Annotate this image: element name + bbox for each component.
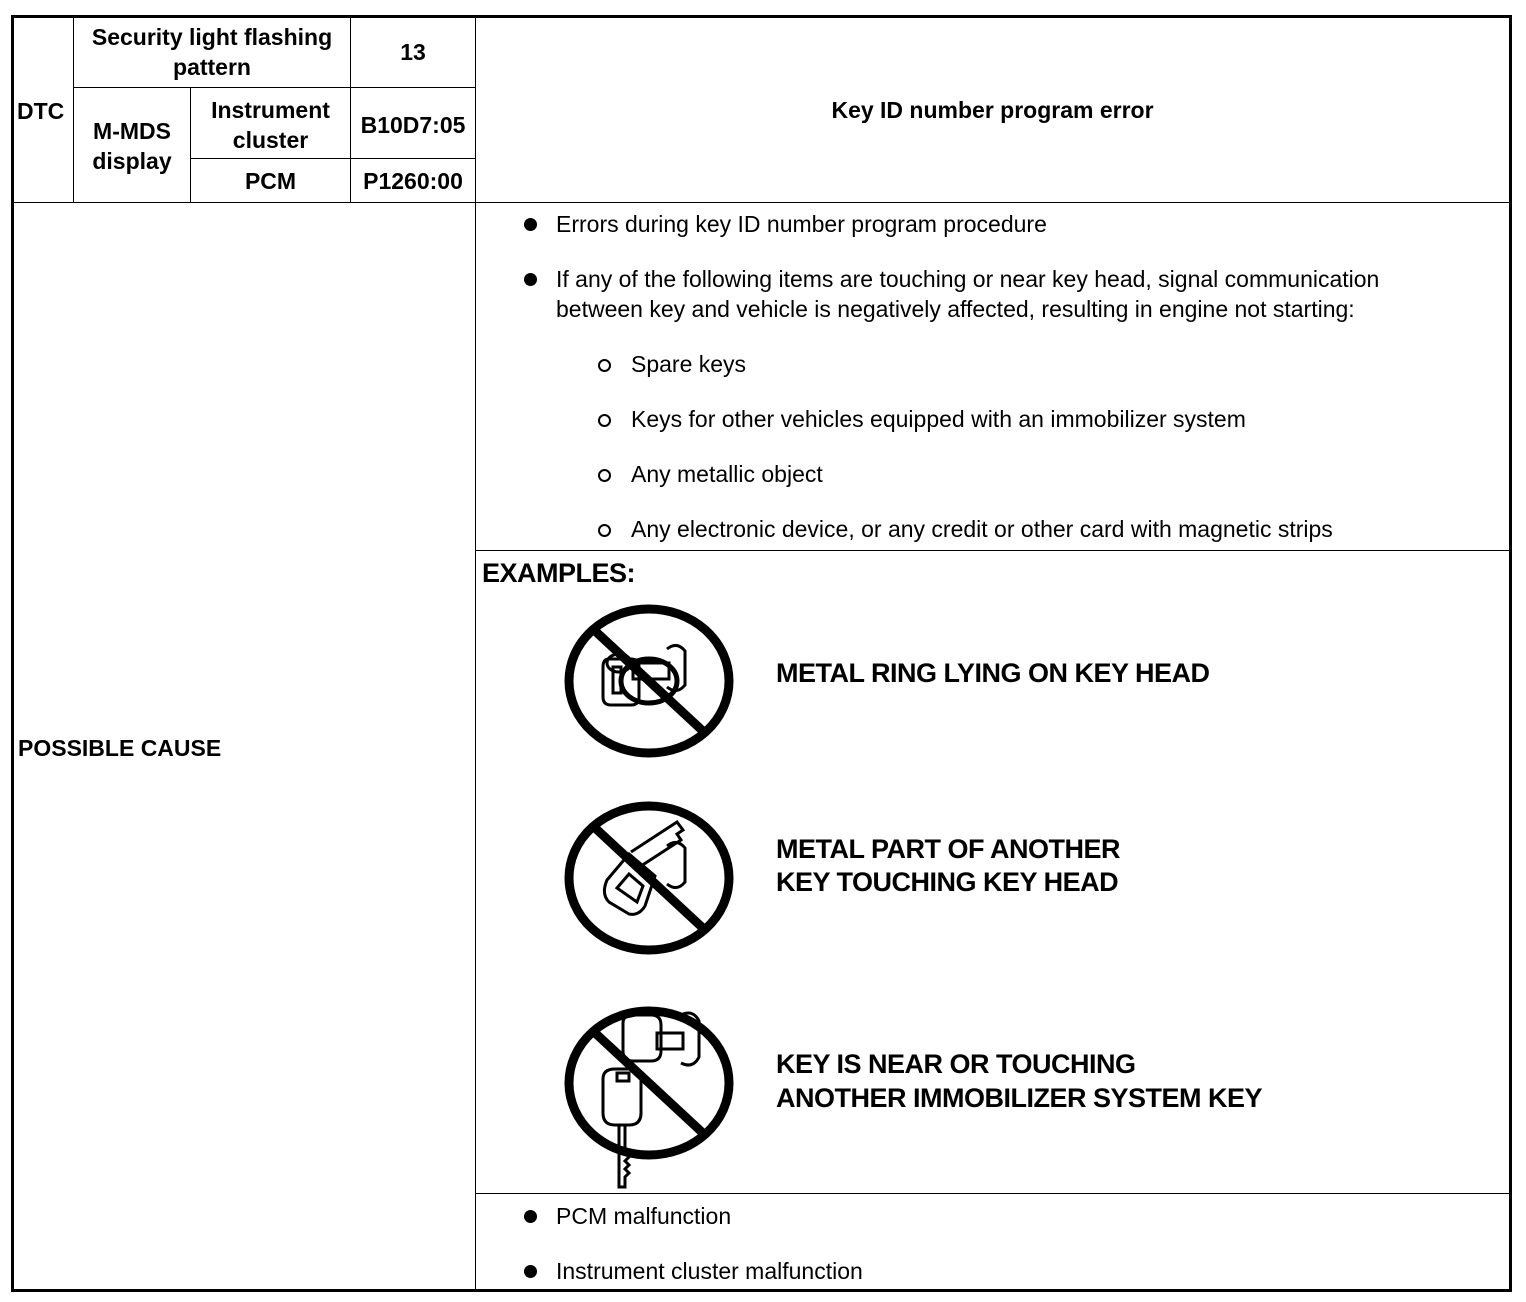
table-border-right [1509, 15, 1512, 1292]
divider [476, 1193, 1510, 1194]
circle-bullet-icon [598, 524, 611, 537]
table-border-left [11, 15, 14, 1292]
cause-item-continuation: between key and vehicle is negatively affected, resulting in engine not starting: [556, 296, 1355, 322]
divider [475, 16, 476, 1291]
cause-item: Errors during key ID number program procedure [556, 211, 1047, 237]
instrument-cluster-label-line2: cluster [232, 127, 309, 153]
examples-label: EXAMPLES: [482, 558, 636, 588]
sub-item: Spare keys [631, 351, 747, 377]
instrument-cluster-label [191, 95, 350, 155]
bullet-icon [524, 273, 537, 286]
example-caption: METAL PART OF ANOTHER [776, 834, 1120, 864]
pcm-label: PCM [244, 168, 297, 194]
divider [190, 158, 475, 159]
cause-item: PCM malfunction [556, 1203, 732, 1229]
flash-pattern-value: 13 [400, 39, 426, 65]
sub-item: Any metallic object [631, 461, 823, 487]
table-border-top [11, 15, 1512, 18]
example-caption: ANOTHER IMMOBILIZER SYSTEM KEY [776, 1083, 1263, 1113]
example-caption: KEY IS NEAR OR TOUCHING [776, 1049, 1136, 1079]
no-metal-key-touching-icon [563, 800, 735, 956]
circle-bullet-icon [598, 359, 611, 372]
dtc-label: DTC [17, 98, 65, 124]
possible-cause-label: POSSIBLE CAUSE [18, 735, 222, 761]
circle-bullet-icon [598, 414, 611, 427]
cause-item: If any of the following items are touching or near key head, signal communication [556, 266, 1380, 292]
pcm-code: P1260:00 [363, 168, 463, 194]
page-title: Key ID number program error [831, 97, 1154, 123]
bullet-icon [524, 1265, 537, 1278]
table-border-bottom [11, 1289, 1512, 1292]
sub-item: Keys for other vehicles equipped with an immobilizer system [631, 406, 1246, 432]
divider [476, 550, 1510, 551]
flash-pattern-label [74, 22, 350, 82]
no-near-immobilizer-key-icon [563, 995, 735, 1191]
mmds-label-line2: display [92, 148, 172, 174]
divider [12, 202, 1511, 203]
cause-item: Instrument cluster malfunction [556, 1258, 863, 1284]
divider [73, 87, 475, 88]
example-caption: METAL RING LYING ON KEY HEAD [776, 658, 1210, 688]
mmds-label [74, 116, 190, 176]
bullet-icon [524, 1210, 537, 1223]
circle-bullet-icon [598, 469, 611, 482]
bullet-icon [524, 218, 537, 231]
no-metal-ring-icon [563, 603, 735, 759]
example-caption: KEY TOUCHING KEY HEAD [776, 867, 1119, 897]
mmds-label-line1: M-MDS [93, 118, 171, 144]
sub-item: Any electronic device, or any credit or other card with magnetic strips [631, 516, 1333, 542]
instrument-cluster-code: B10D7:05 [360, 112, 466, 138]
flash-pattern-label-line1: Security light flashing [91, 24, 333, 50]
instrument-cluster-label-line1: Instrument [211, 97, 330, 123]
flash-pattern-label-line2: pattern [173, 54, 251, 80]
